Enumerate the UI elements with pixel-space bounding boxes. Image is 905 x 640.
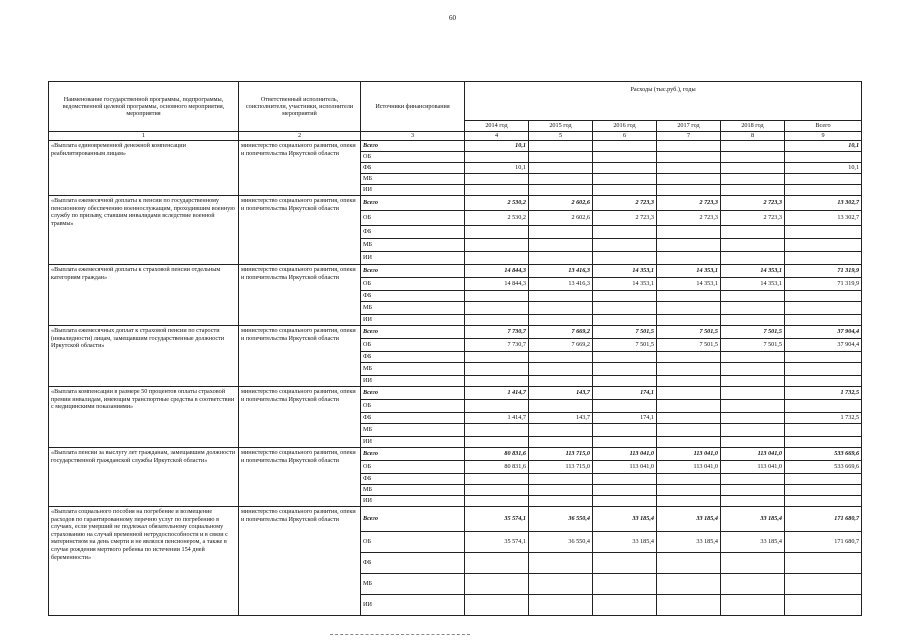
year-value	[529, 226, 593, 239]
year-value: 14 353,1	[657, 278, 721, 291]
year-value	[721, 239, 785, 252]
year-value	[529, 185, 593, 196]
source-label: ОБ	[361, 532, 465, 553]
year-value	[465, 424, 529, 437]
total-value	[785, 185, 862, 196]
year-value: 7 501,5	[657, 326, 721, 339]
year-value	[465, 352, 529, 363]
column-number: 4	[465, 132, 529, 141]
source-label: Всего	[361, 507, 465, 532]
year-value: 1 414,7	[465, 387, 529, 400]
measure-executor: министерство социального развития, опеки и попечительства Иркутской области	[239, 265, 361, 326]
year-value: 113 041,0	[721, 461, 785, 474]
year-value: 7 730,7	[465, 326, 529, 339]
total-value: 71 319,9	[785, 278, 862, 291]
year-value: 33 185,4	[593, 507, 657, 532]
measure-executor: министерство социального развития, опеки и попечительства Иркутской области	[239, 326, 361, 387]
year-value: 33 185,4	[721, 507, 785, 532]
year-value: 2 723,3	[721, 196, 785, 211]
year-value	[593, 363, 657, 376]
year-value: 2 602,6	[529, 211, 593, 226]
year-value: 7 669,2	[529, 339, 593, 352]
year-value: 2 530,2	[465, 211, 529, 226]
year-value	[657, 352, 721, 363]
year-value	[465, 185, 529, 196]
source-label: ИИ	[361, 437, 465, 448]
total-value	[785, 437, 862, 448]
column-number: 9	[785, 132, 862, 141]
year-value	[529, 496, 593, 507]
page-number: 60	[449, 14, 456, 22]
year-value: 33 185,4	[657, 507, 721, 532]
year-value	[721, 400, 785, 413]
year-value	[721, 387, 785, 400]
column-number: 6	[593, 132, 657, 141]
column-number: 7	[657, 132, 721, 141]
source-label: ИИ	[361, 252, 465, 265]
year-value	[593, 553, 657, 574]
total-value	[785, 474, 862, 485]
year-value: 14 353,1	[721, 265, 785, 278]
column-number: 5	[529, 132, 593, 141]
year-value	[593, 239, 657, 252]
year-value: 113 041,0	[593, 461, 657, 474]
source-label: МБ	[361, 424, 465, 437]
year-value	[529, 239, 593, 252]
source-label: ИИ	[361, 496, 465, 507]
year-value	[721, 574, 785, 595]
year-value	[593, 424, 657, 437]
year-value: 35 574,1	[465, 507, 529, 532]
source-label: Всего	[361, 387, 465, 400]
year-value	[721, 226, 785, 239]
year-value	[529, 163, 593, 174]
year-value	[657, 152, 721, 163]
year-value	[657, 376, 721, 387]
year-value	[529, 376, 593, 387]
year-value	[529, 400, 593, 413]
measure-executor: министерство социального развития, опеки и попечительства Иркутской области	[239, 141, 361, 196]
year-value	[721, 553, 785, 574]
year-value	[465, 239, 529, 252]
year-value	[593, 141, 657, 152]
year-value	[465, 363, 529, 376]
column-number: 3	[361, 132, 465, 141]
year-value	[721, 496, 785, 507]
source-label: ФБ	[361, 163, 465, 174]
total-value	[785, 291, 862, 302]
table-row	[49, 507, 862, 532]
year-value: 113 041,0	[657, 461, 721, 474]
year-value: 33 185,4	[721, 532, 785, 553]
year-value: 113 041,0	[593, 448, 657, 461]
year-value: 1 414,7	[465, 413, 529, 424]
year-value: 7 501,5	[593, 339, 657, 352]
column-number: 1	[49, 132, 239, 141]
header-year: 2014 год	[465, 121, 529, 132]
total-value	[785, 239, 862, 252]
year-value	[529, 302, 593, 315]
year-value	[529, 315, 593, 326]
source-label: ОБ	[361, 152, 465, 163]
year-value	[657, 363, 721, 376]
year-value	[529, 437, 593, 448]
year-value	[465, 485, 529, 496]
year-value	[593, 485, 657, 496]
year-value: 14 353,1	[593, 265, 657, 278]
scan-artifact-line	[330, 634, 470, 635]
year-value: 80 831,6	[465, 461, 529, 474]
year-value	[657, 485, 721, 496]
source-label: МБ	[361, 239, 465, 252]
year-value	[465, 437, 529, 448]
total-value	[785, 302, 862, 315]
measure-executor: министерство социального развития, опеки и попечительства Иркутской области	[239, 196, 361, 265]
year-value: 33 185,4	[593, 532, 657, 553]
table-row	[49, 265, 862, 278]
source-label: ФБ	[361, 352, 465, 363]
measure-name: «Выплата социального пособия на погребение и возмещение расходов по гарантированному перечню услуг по погребению в случаях, если умерший не подлежал обязательному социальному страхованию на случай временной нетрудоспособности и в связи с материнством на день смерти и не являлся пенсионером, а также в случае рождения мертвого ребенка по истечении 154 дней беременности»	[49, 507, 239, 616]
total-value	[785, 574, 862, 595]
year-value: 10,1	[465, 163, 529, 174]
year-value	[593, 595, 657, 616]
year-value	[593, 496, 657, 507]
source-label: ОБ	[361, 461, 465, 474]
year-value	[593, 174, 657, 185]
year-value	[529, 574, 593, 595]
measure-name: «Выплата ежемесячных доплат к страховой пенсии по старости (инвалидности) лицам, замещавшим государственные должности Иркутской области»	[49, 326, 239, 387]
table-row	[49, 141, 862, 152]
year-value	[657, 302, 721, 315]
year-value	[657, 226, 721, 239]
total-value	[785, 553, 862, 574]
year-value	[657, 574, 721, 595]
year-value: 7 501,5	[593, 326, 657, 339]
year-value: 2 530,2	[465, 196, 529, 211]
year-value	[721, 252, 785, 265]
source-label: МБ	[361, 174, 465, 185]
year-value	[529, 363, 593, 376]
source-label: ФБ	[361, 413, 465, 424]
measure-name: «Выплата ежемесячной доплаты к пенсии по государственному пенсионному обеспечению военнослужащим, проходившим военную службу по призыву, ставшим инвалидами вследствие военной травмы»	[49, 196, 239, 265]
year-value	[529, 553, 593, 574]
year-value	[721, 413, 785, 424]
year-value: 143,7	[529, 413, 593, 424]
year-value: 2 723,3	[657, 196, 721, 211]
year-value	[657, 163, 721, 174]
year-value: 7 501,5	[657, 339, 721, 352]
year-value	[721, 474, 785, 485]
year-value	[465, 174, 529, 185]
year-value: 7 730,7	[465, 339, 529, 352]
measure-executor: министерство социального развития, опеки и попечительства Иркутской области	[239, 507, 361, 616]
year-value	[465, 553, 529, 574]
header-year: 2017 год	[657, 121, 721, 132]
header-total: Всего	[785, 121, 862, 132]
source-label: ФБ	[361, 291, 465, 302]
year-value: 14 353,1	[721, 278, 785, 291]
year-value	[529, 424, 593, 437]
year-value: 13 416,3	[529, 265, 593, 278]
source-label: ИИ	[361, 185, 465, 196]
total-value	[785, 252, 862, 265]
year-value	[657, 595, 721, 616]
total-value: 10,1	[785, 141, 862, 152]
total-value	[785, 496, 862, 507]
year-value	[465, 574, 529, 595]
source-label: ФБ	[361, 226, 465, 239]
year-value	[593, 376, 657, 387]
total-value	[785, 485, 862, 496]
measure-name: «Выплата ежемесячной доплаты к страховой пенсии отдельным категориям граждан»	[49, 265, 239, 326]
year-value	[593, 152, 657, 163]
year-value	[657, 413, 721, 424]
year-value	[593, 400, 657, 413]
source-label: ОБ	[361, 339, 465, 352]
year-value	[721, 315, 785, 326]
year-value	[465, 474, 529, 485]
total-value: 71 319,9	[785, 265, 862, 278]
year-value: 2 723,3	[593, 196, 657, 211]
year-value: 113 715,0	[529, 448, 593, 461]
total-value: 13 302,7	[785, 211, 862, 226]
source-label: ИИ	[361, 595, 465, 616]
year-value	[721, 302, 785, 315]
year-value	[593, 315, 657, 326]
year-value	[593, 226, 657, 239]
total-value: 37 904,4	[785, 339, 862, 352]
header-name: Наименование государственной программы, подпрограммы, ведомственной целевой программы, основного мероприятия, мероприятия	[49, 82, 239, 132]
year-value	[465, 152, 529, 163]
year-value: 113 041,0	[657, 448, 721, 461]
total-value: 13 302,7	[785, 196, 862, 211]
total-value: 1 732,5	[785, 413, 862, 424]
measure-executor: министерство социального развития, опеки и попечительства Иркутской области	[239, 387, 361, 448]
total-value	[785, 352, 862, 363]
year-value	[721, 437, 785, 448]
source-label: ФБ	[361, 474, 465, 485]
year-value	[465, 226, 529, 239]
year-value: 14 353,1	[593, 278, 657, 291]
column-number: 8	[721, 132, 785, 141]
year-value	[657, 387, 721, 400]
source-label: Всего	[361, 448, 465, 461]
year-value: 80 831,6	[465, 448, 529, 461]
total-value: 37 904,4	[785, 326, 862, 339]
year-value: 14 844,3	[465, 278, 529, 291]
measure-executor: министерство социального развития, опеки и попечительства Иркутской области	[239, 448, 361, 507]
source-label: ОБ	[361, 400, 465, 413]
year-value	[657, 315, 721, 326]
year-value	[593, 437, 657, 448]
year-value: 36 550,4	[529, 532, 593, 553]
year-value	[529, 595, 593, 616]
table-row	[49, 326, 862, 339]
year-value: 14 353,1	[657, 265, 721, 278]
source-label: ФБ	[361, 553, 465, 574]
year-value	[721, 363, 785, 376]
year-value: 2 723,3	[657, 211, 721, 226]
year-value	[657, 252, 721, 265]
total-value: 10,1	[785, 163, 862, 174]
table-row	[49, 448, 862, 461]
year-value: 2 723,3	[721, 211, 785, 226]
header-expenses: Расходы (тыс.руб.), годы	[465, 82, 862, 121]
total-value	[785, 315, 862, 326]
financing-table	[48, 81, 862, 616]
year-value: 113 041,0	[721, 448, 785, 461]
source-label: Всего	[361, 196, 465, 211]
year-value	[465, 376, 529, 387]
year-value	[593, 252, 657, 265]
header-source: Источники финансирования	[361, 82, 465, 132]
year-value	[593, 302, 657, 315]
year-value	[465, 595, 529, 616]
total-value: 1 732,5	[785, 387, 862, 400]
total-value: 171 680,7	[785, 532, 862, 553]
year-value	[657, 291, 721, 302]
header-year: 2018 год	[721, 121, 785, 132]
year-value	[721, 595, 785, 616]
year-value	[593, 574, 657, 595]
source-label: МБ	[361, 363, 465, 376]
year-value	[529, 352, 593, 363]
year-value: 10,1	[465, 141, 529, 152]
source-label: ИИ	[361, 376, 465, 387]
year-value	[465, 302, 529, 315]
header-executor: Ответственный исполнитель, соисполнители, участники, исполнители мероприятий	[239, 82, 361, 132]
year-value: 2 602,6	[529, 196, 593, 211]
year-value: 143,7	[529, 387, 593, 400]
year-value	[657, 239, 721, 252]
year-value	[657, 437, 721, 448]
year-value	[593, 474, 657, 485]
source-label: ИИ	[361, 315, 465, 326]
year-value	[529, 291, 593, 302]
measure-name: «Выплата единовременной денежной компенсации реабилитированным лицам»	[49, 141, 239, 196]
year-value	[657, 496, 721, 507]
header-year: 2016 год	[593, 121, 657, 132]
year-value	[529, 474, 593, 485]
total-value	[785, 174, 862, 185]
year-value	[657, 400, 721, 413]
year-value: 36 550,4	[529, 507, 593, 532]
year-value	[721, 163, 785, 174]
year-value	[529, 485, 593, 496]
year-value	[721, 152, 785, 163]
source-label: ОБ	[361, 211, 465, 226]
year-value: 113 715,0	[529, 461, 593, 474]
year-value	[721, 376, 785, 387]
column-number: 2	[239, 132, 361, 141]
year-value	[593, 291, 657, 302]
year-value	[721, 141, 785, 152]
year-value	[529, 141, 593, 152]
year-value	[593, 185, 657, 196]
year-value	[657, 474, 721, 485]
header-year: 2015 год	[529, 121, 593, 132]
total-value	[785, 226, 862, 239]
source-label: МБ	[361, 485, 465, 496]
source-label: МБ	[361, 302, 465, 315]
source-label: Всего	[361, 141, 465, 152]
year-value: 2 723,3	[593, 211, 657, 226]
year-value	[465, 315, 529, 326]
year-value	[721, 174, 785, 185]
year-value: 174,1	[593, 387, 657, 400]
year-value	[657, 185, 721, 196]
table-row	[49, 196, 862, 211]
year-value	[721, 424, 785, 437]
source-label: Всего	[361, 326, 465, 339]
year-value: 14 844,3	[465, 265, 529, 278]
source-label: МБ	[361, 574, 465, 595]
total-value	[785, 424, 862, 437]
year-value: 13 416,3	[529, 278, 593, 291]
total-value	[785, 363, 862, 376]
year-value	[657, 553, 721, 574]
total-value	[785, 595, 862, 616]
year-value	[721, 291, 785, 302]
table-row	[49, 387, 862, 400]
year-value	[465, 291, 529, 302]
year-value: 7 501,5	[721, 326, 785, 339]
year-value: 174,1	[593, 413, 657, 424]
total-value	[785, 152, 862, 163]
measure-name: «Выплата пенсии за выслугу лет гражданам, замещавшим должности государственной гражданской службы Иркутской области»	[49, 448, 239, 507]
year-value: 33 185,4	[657, 532, 721, 553]
year-value	[721, 352, 785, 363]
year-value	[593, 352, 657, 363]
year-value	[593, 163, 657, 174]
total-value	[785, 376, 862, 387]
year-value	[657, 141, 721, 152]
year-value: 7 669,2	[529, 326, 593, 339]
year-value	[721, 185, 785, 196]
year-value	[657, 424, 721, 437]
year-value	[465, 252, 529, 265]
year-value	[465, 496, 529, 507]
year-value: 7 501,5	[721, 339, 785, 352]
source-label: Всего	[361, 265, 465, 278]
source-label: ОБ	[361, 278, 465, 291]
year-value: 35 574,1	[465, 532, 529, 553]
year-value	[465, 400, 529, 413]
total-value: 533 669,6	[785, 461, 862, 474]
year-value	[529, 174, 593, 185]
year-value	[529, 252, 593, 265]
year-value	[529, 152, 593, 163]
total-value: 171 680,7	[785, 507, 862, 532]
total-value: 533 669,6	[785, 448, 862, 461]
total-value	[785, 400, 862, 413]
year-value	[657, 174, 721, 185]
measure-name: «Выплата компенсации в размере 50 процентов оплаты страховой премии инвалидам, имеющим транспортные средства в соответствии с медицинскими показаниями»	[49, 387, 239, 448]
year-value	[721, 485, 785, 496]
